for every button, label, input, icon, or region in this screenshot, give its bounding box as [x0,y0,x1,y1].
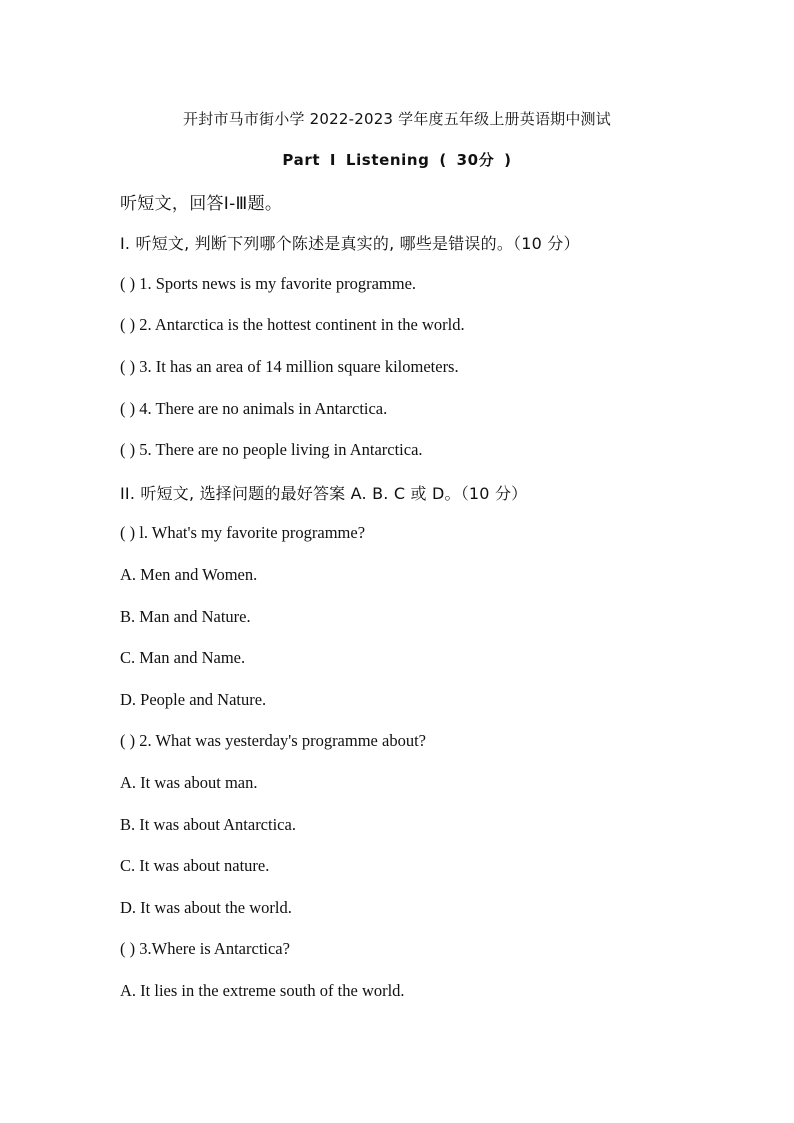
mc-question-1: ( ) l. What's my favorite programme? [120,523,366,542]
mc-q1-option-d: D. People and Nature. [120,690,267,709]
tf-item-1: ( ) 1. Sports news is my favorite programme. [120,274,417,293]
mc-q2-option-d: D. It was about the world. [120,898,292,917]
tf-item-2: ( ) 2. Antarctica is the hottest continent in the world. [120,315,465,334]
mc-question-2: ( ) 2. What was yesterday's programme about? [120,731,426,750]
document-title: 开封市马市街小学 2022-2023 学年度五年级上册英语期中测试 [183,110,611,128]
listening-instruction: 听短文，回答Ⅰ-Ⅲ题。 [120,194,283,214]
mc-question-3: ( ) 3.Where is Antarctica? [120,939,290,958]
mc-q2-option-a: A. It was about man. [120,773,258,792]
tf-item-5: ( ) 5. There are no people living in Antarctica. [120,440,423,459]
tf-item-4: ( ) 4. There are no animals in Antarctica. [120,399,388,418]
mc-q3-option-a: A. It lies in the extreme south of the world. [120,981,405,1000]
section-1-heading: I. 听短文, 判断下列哪个陈述是真实的, 哪些是错误的。（10 分） [120,234,580,253]
tf-item-3: ( ) 3. It has an area of 14 million square kilometers. [120,357,459,376]
mc-q1-option-a: A. Men and Women. [120,565,258,584]
mc-q1-option-c: C. Man and Name. [120,648,246,667]
mc-q2-option-b: B. It was about Antarctica. [120,815,296,834]
section-2-heading: II. 听短文, 选择问题的最好答案 A. B. C 或 D。（10 分） [120,484,528,503]
mc-q1-option-b: B. Man and Nature. [120,607,251,626]
part-title: Part I Listening ( 30分 ) [282,151,512,169]
mc-q2-option-c: C. It was about nature. [120,856,270,875]
